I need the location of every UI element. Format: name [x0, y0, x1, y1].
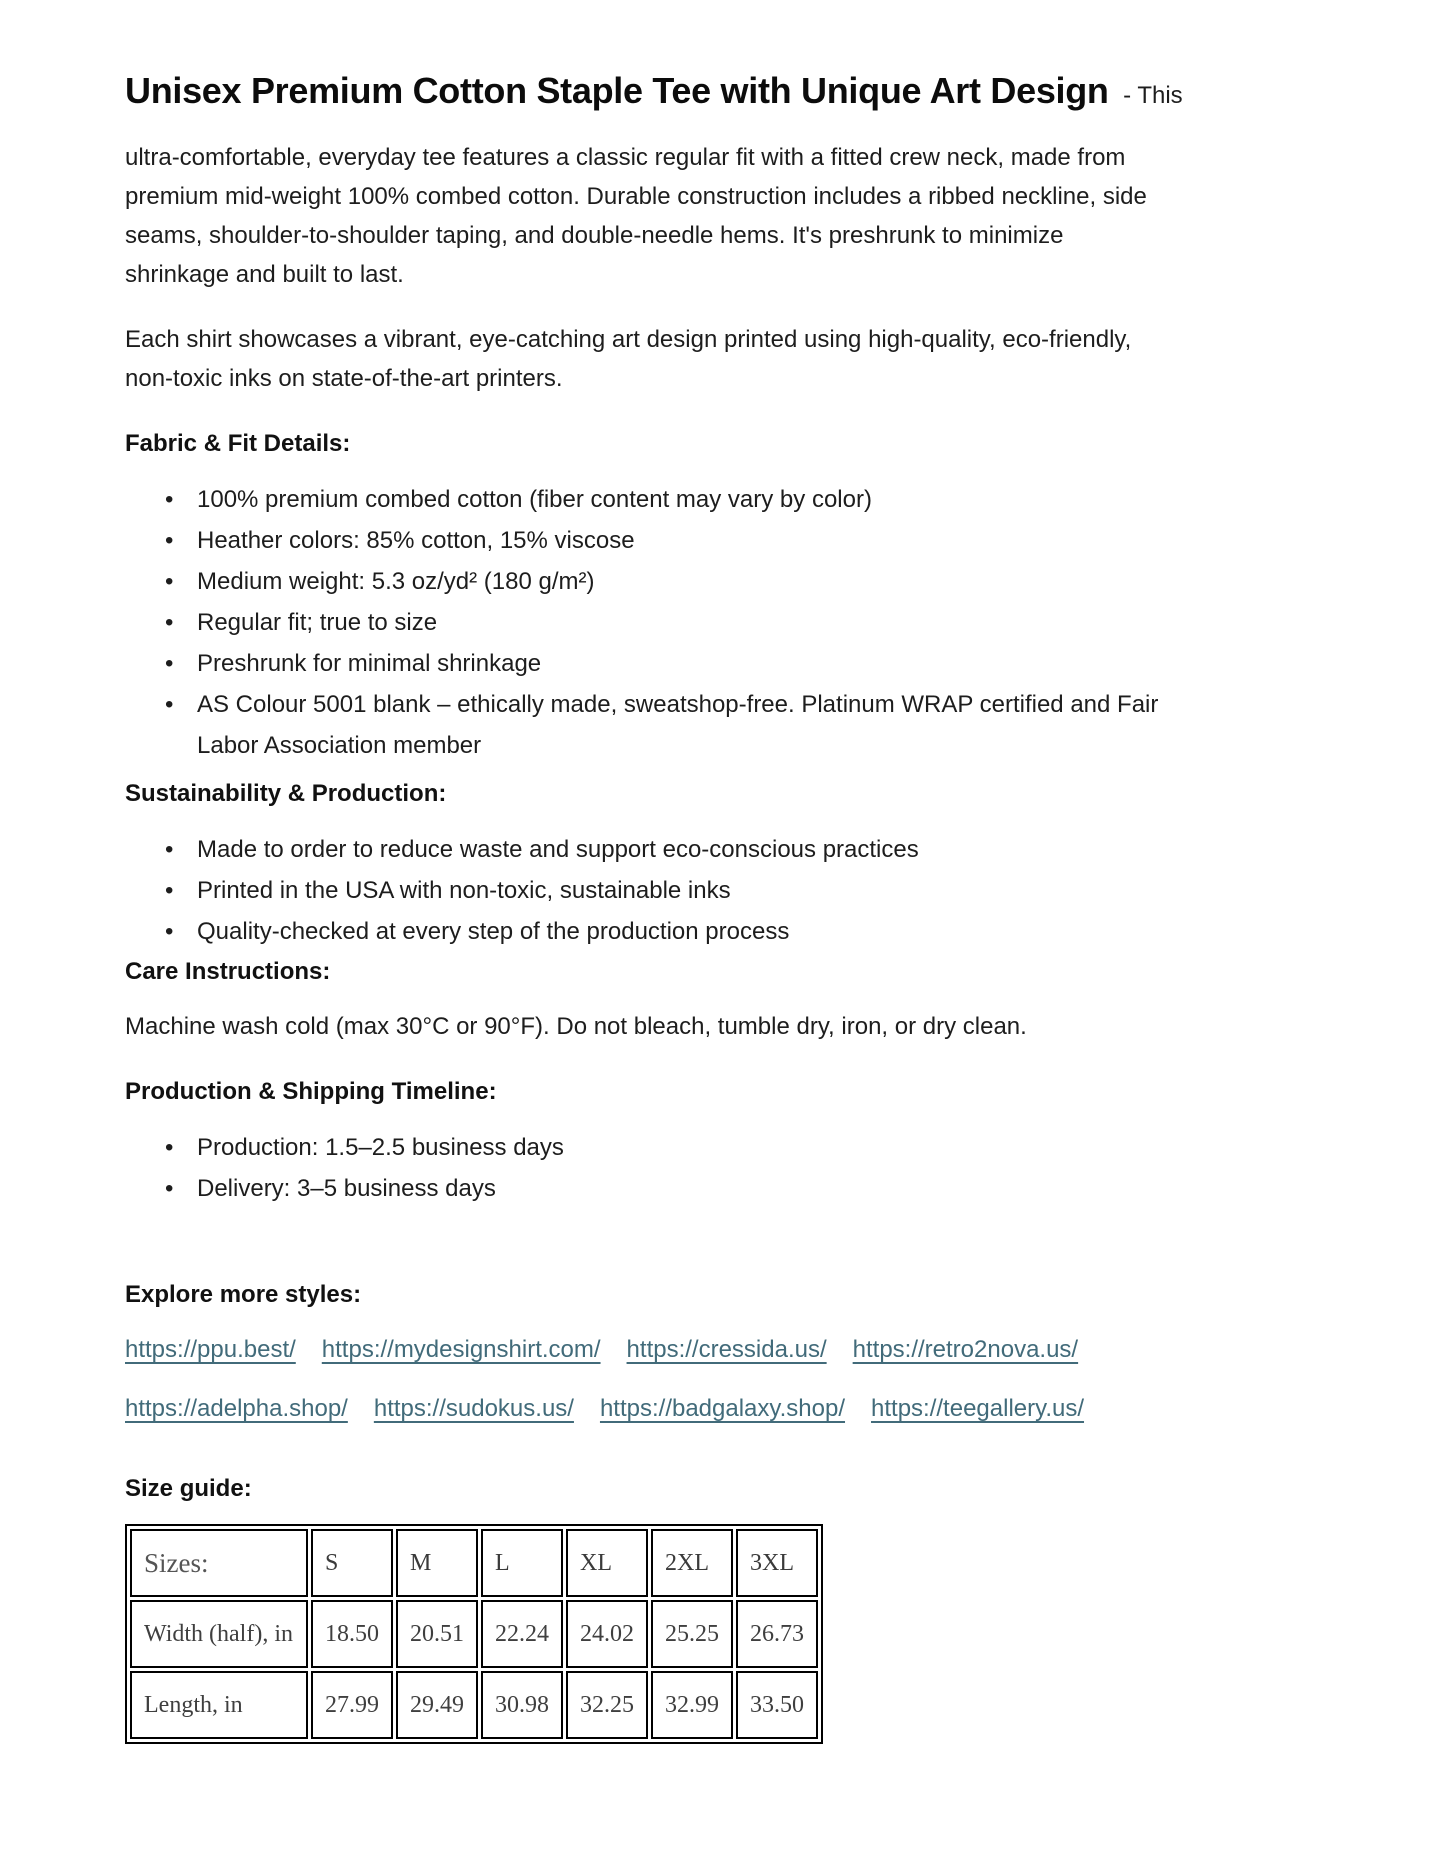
- link-mydesignshirt[interactable]: https://mydesignshirt.com/: [321, 1336, 601, 1363]
- list-item-text: • 100% premium combed cotton (fiber content may vary by color): [197, 486, 872, 513]
- list-item: [125, 520, 1340, 561]
- table-header-cell: XL: [566, 1529, 648, 1597]
- list-item: [125, 684, 1340, 766]
- intro-line: seams, shoulder-to-shoulder taping, and double-needle hems. It's preshrunk to minimize: [125, 222, 1064, 249]
- list-item-text: • Made to order to reduce waste and support eco-conscious practices: [197, 836, 919, 863]
- title-line: [125, 68, 1340, 122]
- list-item-text: • Regular fit; true to size: [197, 609, 438, 636]
- page-title: Unisex Premium Cotton Staple Tee with Unique Art Design: [125, 70, 1109, 111]
- care-text: Machine wash cold (max 30°C or 90°F). Do not bleach, tumble dry, iron, or dry clean.: [125, 1013, 1027, 1040]
- table-cell: 33.50: [736, 1671, 818, 1739]
- list-item-text: • Preshrunk for minimal shrinkage: [197, 650, 542, 677]
- link-retro2nova[interactable]: https://retro2nova.us/: [852, 1336, 1079, 1363]
- list-item: [125, 870, 1340, 911]
- table-cell: 27.99: [311, 1671, 393, 1739]
- link-adelpha[interactable]: https://adelpha.shop/: [125, 1395, 348, 1422]
- table-cell: 32.25: [566, 1671, 648, 1739]
- table-cell: 24.02: [566, 1600, 648, 1668]
- list-item: [125, 643, 1340, 684]
- explore-heading: Explore more styles:: [125, 1281, 362, 1308]
- table-header-cell: 2XL: [651, 1529, 733, 1597]
- row-label-cell: Width (half), in: [130, 1600, 308, 1668]
- timeline-heading: Production & Shipping Timeline:: [125, 1078, 497, 1105]
- table-row: [130, 1600, 818, 1668]
- list-item-text: • Delivery: 3–5 business days: [197, 1175, 496, 1202]
- paragraph-line: Each shirt showcases a vibrant, eye-catching art design printed using high-quality, eco-friendly,: [125, 326, 1132, 353]
- size-guide-table: [125, 1524, 823, 1744]
- fabric-fit-heading: Fabric & Fit Details:: [125, 430, 351, 457]
- table-cell: 29.49: [396, 1671, 478, 1739]
- list-item: [125, 479, 1340, 520]
- list-item-text: Labor Association member: [197, 732, 482, 759]
- intro-paragraph: [125, 138, 1340, 294]
- title-suffix: - This: [1123, 82, 1183, 109]
- table-cell: 30.98: [481, 1671, 563, 1739]
- table-header-cell: Sizes:: [130, 1529, 308, 1597]
- table-cell: 22.24: [481, 1600, 563, 1668]
- row-label-cell: Length, in: [130, 1671, 308, 1739]
- document-content: [125, 0, 1340, 1744]
- list-item: [125, 561, 1340, 602]
- link-ppu-best[interactable]: https://ppu.best/: [125, 1336, 296, 1363]
- table-header-cell: L: [481, 1529, 563, 1597]
- link-cressida[interactable]: https://cressida.us/: [626, 1336, 827, 1363]
- link-sudokus[interactable]: https://sudokus.us/: [373, 1395, 574, 1422]
- table-cell: 32.99: [651, 1671, 733, 1739]
- care-heading: Care Instructions:: [125, 958, 331, 985]
- list-item-text: • Printed in the USA with non-toxic, sustainable inks: [197, 877, 731, 904]
- list-item: [125, 911, 1340, 952]
- list-item: [125, 1127, 1340, 1168]
- list-item-text: • Quality-checked at every step of the production process: [197, 918, 790, 945]
- links-row-2: [125, 1389, 1340, 1431]
- table-cell: 25.25: [651, 1600, 733, 1668]
- intro-line: premium mid-weight 100% combed cotton. Durable construction includes a ribbed neckline, side: [125, 183, 1147, 210]
- table-row: [130, 1671, 818, 1739]
- timeline-list: [125, 1127, 1340, 1209]
- list-item: [125, 829, 1340, 870]
- paragraph-line: non-toxic inks on state-of-the-art printers.: [125, 365, 563, 392]
- list-item-text: • Medium weight: 5.3 oz/yd² (180 g/m²): [197, 568, 595, 595]
- intro-line: shrinkage and built to last.: [125, 261, 404, 288]
- list-item: [125, 602, 1340, 643]
- table-header-cell: S: [311, 1529, 393, 1597]
- list-item-text: • Heather colors: 85% cotton, 15% viscose: [197, 527, 635, 554]
- table-header-row: [130, 1529, 818, 1597]
- table-header-cell: 3XL: [736, 1529, 818, 1597]
- list-item: [125, 1168, 1340, 1209]
- table-cell: 20.51: [396, 1600, 478, 1668]
- print-quality-paragraph: [125, 320, 1340, 398]
- care-paragraph: [125, 1007, 1340, 1046]
- link-badgalaxy[interactable]: https://badgalaxy.shop/: [599, 1395, 846, 1422]
- link-teegallery[interactable]: https://teegallery.us/: [871, 1395, 1085, 1422]
- list-item-text: • AS Colour 5001 blank – ethically made, sweatshop-free. Platinum WRAP certified and Fair: [197, 691, 1159, 718]
- sustainability-list: [125, 829, 1340, 952]
- table-header-cell: M: [396, 1529, 478, 1597]
- size-guide-heading: Size guide:: [125, 1475, 252, 1502]
- list-item-text: • Production: 1.5–2.5 business days: [197, 1134, 564, 1161]
- fabric-fit-list: [125, 479, 1340, 766]
- table-cell: 26.73: [736, 1600, 818, 1668]
- links-row-1: [125, 1330, 1340, 1372]
- sustainability-heading: Sustainability & Production:: [125, 780, 447, 807]
- intro-line: ultra-comfortable, everyday tee features a classic regular fit with a fitted crew neck, made from: [125, 144, 1126, 171]
- table-cell: 18.50: [311, 1600, 393, 1668]
